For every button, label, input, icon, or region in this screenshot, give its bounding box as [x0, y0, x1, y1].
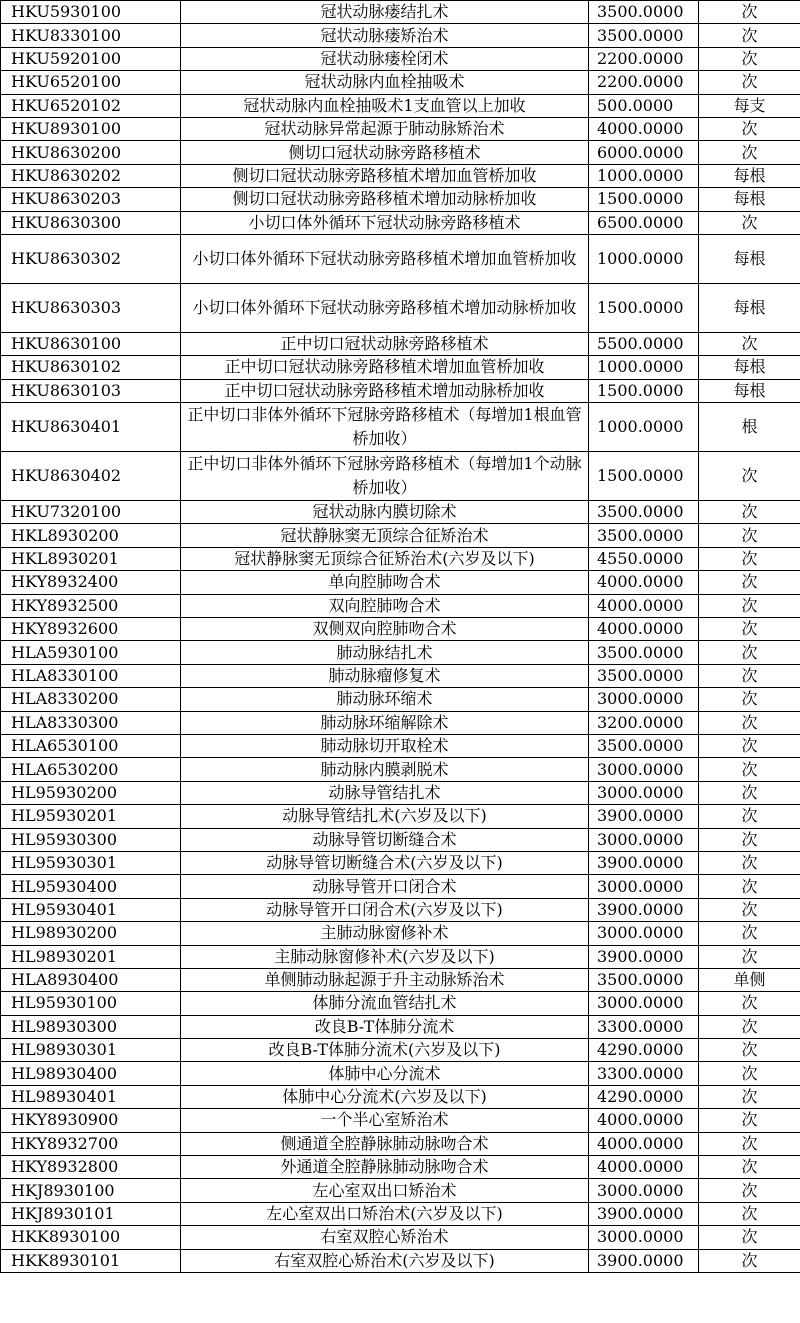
item-code: HL98930301	[1, 1039, 181, 1062]
item-unit: 次	[699, 1226, 800, 1249]
item-unit: 次	[699, 1085, 800, 1108]
item-code: HKL8930201	[1, 547, 181, 570]
item-name: 正中切口非体外循环下冠脉旁路移植术（每增加1个动脉桥加收）	[181, 452, 589, 501]
item-name: 单侧肺动脉起源于升主动脉矫治术	[181, 968, 589, 991]
item-name: 侧切口冠状动脉旁路移植术增加动脉桥加收	[181, 188, 589, 211]
item-code: HKU8630300	[1, 211, 181, 234]
item-code: HL95930200	[1, 781, 181, 804]
table-row	[1, 711, 800, 734]
item-price: 1500.0000	[589, 379, 699, 402]
table-row	[1, 1226, 800, 1249]
item-code: HKU8630202	[1, 164, 181, 187]
item-unit: 次	[699, 1039, 800, 1062]
item-unit: 次	[699, 734, 800, 757]
item-unit: 每根	[699, 283, 800, 332]
item-code: HL98930201	[1, 945, 181, 968]
item-unit: 次	[699, 618, 800, 641]
item-name: 动脉导管切断缝合术	[181, 828, 589, 851]
table-row	[1, 688, 800, 711]
item-price: 3000.0000	[589, 1179, 699, 1202]
item-unit: 次	[699, 922, 800, 945]
item-unit: 次	[699, 641, 800, 664]
table-row	[1, 501, 800, 524]
table-row	[1, 141, 800, 164]
item-name: 侧通道全腔静脉肺动脉吻合术	[181, 1132, 589, 1155]
item-name: 冠状动脉内血栓抽吸术1支血管以上加收	[181, 94, 589, 117]
item-price: 3900.0000	[589, 1202, 699, 1225]
item-name: 左心室双出口矫治术	[181, 1179, 589, 1202]
table-row	[1, 781, 800, 804]
item-unit: 次	[699, 1, 800, 24]
item-price: 3900.0000	[589, 851, 699, 874]
item-price: 3900.0000	[589, 898, 699, 921]
item-unit: 次	[699, 1015, 800, 1038]
item-price: 1000.0000	[589, 403, 699, 452]
item-price: 1500.0000	[589, 283, 699, 332]
item-name: 体肺中心分流术(六岁及以下)	[181, 1085, 589, 1108]
table-row	[1, 524, 800, 547]
item-code: HL98930200	[1, 922, 181, 945]
item-name: 肺动脉瘤修复术	[181, 664, 589, 687]
item-name: 主肺动脉窗修补术(六岁及以下)	[181, 945, 589, 968]
item-code: HLA5930100	[1, 641, 181, 664]
item-name: 冠状动脉内血栓抽吸术	[181, 71, 589, 94]
table-row	[1, 1085, 800, 1108]
item-price: 4290.0000	[589, 1085, 699, 1108]
item-unit: 次	[699, 1249, 800, 1272]
item-price: 4000.0000	[589, 1156, 699, 1179]
item-code: HKY8932500	[1, 594, 181, 617]
table-row	[1, 117, 800, 140]
table-row	[1, 1039, 800, 1062]
item-name: 侧切口冠状动脉旁路移植术增加血管桥加收	[181, 164, 589, 187]
item-price: 5500.0000	[589, 332, 699, 355]
item-price: 4000.0000	[589, 571, 699, 594]
table-row	[1, 945, 800, 968]
item-unit: 次	[699, 781, 800, 804]
table-row	[1, 618, 800, 641]
item-price: 3000.0000	[589, 688, 699, 711]
item-code: HL98930400	[1, 1062, 181, 1085]
table-row	[1, 734, 800, 757]
item-price: 6000.0000	[589, 141, 699, 164]
table-row	[1, 71, 800, 94]
item-code: HKJ8930100	[1, 1179, 181, 1202]
table-row	[1, 379, 800, 402]
item-unit: 次	[699, 875, 800, 898]
item-price: 3300.0000	[589, 1062, 699, 1085]
item-unit: 次	[699, 211, 800, 234]
item-name: 单向腔肺吻合术	[181, 571, 589, 594]
item-unit: 每根	[699, 234, 800, 283]
table-row	[1, 1179, 800, 1202]
item-code: HKU8630303	[1, 283, 181, 332]
table-row	[1, 641, 800, 664]
item-unit: 单侧	[699, 968, 800, 991]
item-code: HLA8330200	[1, 688, 181, 711]
item-price: 3200.0000	[589, 711, 699, 734]
item-unit: 次	[699, 688, 800, 711]
table-row	[1, 968, 800, 991]
item-name: 冠状动脉瘘结扎术	[181, 1, 589, 24]
item-code: HKY8930900	[1, 1109, 181, 1132]
item-code: HL95930301	[1, 851, 181, 874]
item-price: 1500.0000	[589, 452, 699, 501]
item-code: HLA8330100	[1, 664, 181, 687]
item-name: 正中切口冠状动脉旁路移植术	[181, 332, 589, 355]
item-unit: 次	[699, 71, 800, 94]
table-row	[1, 1202, 800, 1225]
item-code: HKU8630103	[1, 379, 181, 402]
item-name: 正中切口非体外循环下冠脉旁路移植术（每增加1根血管桥加收）	[181, 403, 589, 452]
item-price: 4000.0000	[589, 618, 699, 641]
item-code: HKU8930100	[1, 117, 181, 140]
item-code: HKU8630402	[1, 452, 181, 501]
item-unit: 次	[699, 1179, 800, 1202]
item-code: HKU8630203	[1, 188, 181, 211]
item-unit: 次	[699, 758, 800, 781]
item-price: 2200.0000	[589, 47, 699, 70]
item-unit: 每根	[699, 188, 800, 211]
item-unit: 次	[699, 898, 800, 921]
item-unit: 次	[699, 547, 800, 570]
item-name: 冠状动脉瘘矫治术	[181, 24, 589, 47]
item-price: 3000.0000	[589, 1226, 699, 1249]
item-name: 右室双腔心矫治术	[181, 1226, 589, 1249]
item-unit: 次	[699, 1132, 800, 1155]
table-row	[1, 47, 800, 70]
item-code: HL95930201	[1, 805, 181, 828]
item-price: 3500.0000	[589, 968, 699, 991]
item-code: HKU5920100	[1, 47, 181, 70]
item-name: 侧切口冠状动脉旁路移植术	[181, 141, 589, 164]
item-code: HL98930401	[1, 1085, 181, 1108]
table-row	[1, 164, 800, 187]
item-code: HL95930300	[1, 828, 181, 851]
item-price: 3500.0000	[589, 524, 699, 547]
item-name: 主肺动脉窗修补术	[181, 922, 589, 945]
item-unit: 次	[699, 501, 800, 524]
item-code: HKK8930101	[1, 1249, 181, 1272]
table-row	[1, 1109, 800, 1132]
item-name: 肺动脉环缩术	[181, 688, 589, 711]
item-name: 双侧双向腔肺吻合术	[181, 618, 589, 641]
item-code: HKU8630100	[1, 332, 181, 355]
table-row	[1, 922, 800, 945]
item-name: 一个半心室矫治术	[181, 1109, 589, 1132]
price-table-body	[1, 1, 800, 1273]
item-name: 冠状静脉窦无顶综合征矫治术	[181, 524, 589, 547]
table-row	[1, 188, 800, 211]
item-name: 动脉导管结扎术(六岁及以下)	[181, 805, 589, 828]
table-row	[1, 356, 800, 379]
item-unit: 次	[699, 992, 800, 1015]
item-unit: 次	[699, 47, 800, 70]
item-code: HL95930401	[1, 898, 181, 921]
item-price: 3000.0000	[589, 922, 699, 945]
item-price: 3000.0000	[589, 781, 699, 804]
item-code: HKY8932600	[1, 618, 181, 641]
item-name: 外通道全腔静脉肺动脉吻合术	[181, 1156, 589, 1179]
item-name: 改良B-T体肺分流术	[181, 1015, 589, 1038]
table-row	[1, 758, 800, 781]
table-row	[1, 1249, 800, 1272]
item-code: HKU8630102	[1, 356, 181, 379]
table-row	[1, 403, 800, 452]
item-code: HL95930400	[1, 875, 181, 898]
item-name: 动脉导管开口闭合术	[181, 875, 589, 898]
table-row	[1, 547, 800, 570]
item-name: 动脉导管开口闭合术(六岁及以下)	[181, 898, 589, 921]
item-code: HKU8330100	[1, 24, 181, 47]
item-price: 1000.0000	[589, 234, 699, 283]
item-name: 双向腔肺吻合术	[181, 594, 589, 617]
item-price: 3000.0000	[589, 828, 699, 851]
table-row	[1, 992, 800, 1015]
table-row	[1, 571, 800, 594]
item-code: HKK8930100	[1, 1226, 181, 1249]
item-code: HKY8932700	[1, 1132, 181, 1155]
table-row	[1, 452, 800, 501]
item-price: 1000.0000	[589, 164, 699, 187]
item-unit: 次	[699, 945, 800, 968]
item-name: 正中切口冠状动脉旁路移植术增加动脉桥加收	[181, 379, 589, 402]
table-row	[1, 211, 800, 234]
item-price: 2200.0000	[589, 71, 699, 94]
item-price: 4550.0000	[589, 547, 699, 570]
table-row	[1, 1, 800, 24]
item-name: 体肺分流血管结扎术	[181, 992, 589, 1015]
item-code: HKY8932400	[1, 571, 181, 594]
item-name: 冠状动脉异常起源于肺动脉矫治术	[181, 117, 589, 140]
item-price: 4000.0000	[589, 594, 699, 617]
item-name: 正中切口冠状动脉旁路移植术增加血管桥加收	[181, 356, 589, 379]
item-price: 4000.0000	[589, 117, 699, 140]
item-price: 3500.0000	[589, 641, 699, 664]
item-unit: 次	[699, 452, 800, 501]
item-name: 小切口体外循环下冠状动脉旁路移植术增加血管桥加收	[181, 234, 589, 283]
item-unit: 每根	[699, 379, 800, 402]
item-price: 500.0000	[589, 94, 699, 117]
table-row	[1, 664, 800, 687]
item-code: HL95930100	[1, 992, 181, 1015]
table-row	[1, 805, 800, 828]
item-name: 肺动脉结扎术	[181, 641, 589, 664]
item-code: HLA8330300	[1, 711, 181, 734]
item-code: HL98930300	[1, 1015, 181, 1038]
item-unit: 次	[699, 141, 800, 164]
item-price: 3000.0000	[589, 875, 699, 898]
item-price: 3000.0000	[589, 758, 699, 781]
item-price: 1500.0000	[589, 188, 699, 211]
item-unit: 次	[699, 711, 800, 734]
table-row	[1, 828, 800, 851]
item-name: 肺动脉环缩解除术	[181, 711, 589, 734]
item-name: 动脉导管结扎术	[181, 781, 589, 804]
item-code: HLA6530200	[1, 758, 181, 781]
item-unit: 次	[699, 1062, 800, 1085]
item-unit: 次	[699, 828, 800, 851]
item-code: HKY8932800	[1, 1156, 181, 1179]
item-unit: 次	[699, 117, 800, 140]
item-code: HLA6530100	[1, 734, 181, 757]
item-price: 4000.0000	[589, 1132, 699, 1155]
item-unit: 次	[699, 24, 800, 47]
item-name: 小切口体外循环下冠状动脉旁路移植术	[181, 211, 589, 234]
item-name: 肺动脉切开取栓术	[181, 734, 589, 757]
item-price: 3900.0000	[589, 805, 699, 828]
table-row	[1, 1015, 800, 1038]
table-row	[1, 898, 800, 921]
item-code: HKL8930200	[1, 524, 181, 547]
item-unit: 次	[699, 332, 800, 355]
item-unit: 次	[699, 1156, 800, 1179]
table-row	[1, 875, 800, 898]
table-row	[1, 24, 800, 47]
item-name: 肺动脉内膜剥脱术	[181, 758, 589, 781]
item-unit: 每根	[699, 164, 800, 187]
item-name: 冠状动脉内膜切除术	[181, 501, 589, 524]
item-price: 3500.0000	[589, 734, 699, 757]
table-row	[1, 283, 800, 332]
item-name: 小切口体外循环下冠状动脉旁路移植术增加动脉桥加收	[181, 283, 589, 332]
item-unit: 次	[699, 805, 800, 828]
item-unit: 根	[699, 403, 800, 452]
item-unit: 每根	[699, 356, 800, 379]
table-row	[1, 594, 800, 617]
item-code: HKU6520100	[1, 71, 181, 94]
item-price: 3500.0000	[589, 24, 699, 47]
table-row	[1, 1132, 800, 1155]
item-code: HKJ8930101	[1, 1202, 181, 1225]
item-price: 4000.0000	[589, 1109, 699, 1132]
item-price: 3000.0000	[589, 992, 699, 1015]
item-unit: 次	[699, 524, 800, 547]
table-row	[1, 1156, 800, 1179]
item-name: 冠状静脉窦无顶综合征矫治术(六岁及以下)	[181, 547, 589, 570]
table-row	[1, 94, 800, 117]
item-unit: 次	[699, 851, 800, 874]
item-name: 动脉导管切断缝合术(六岁及以下)	[181, 851, 589, 874]
item-price: 3500.0000	[589, 1, 699, 24]
item-code: HLA8930400	[1, 968, 181, 991]
item-code: HKU8630302	[1, 234, 181, 283]
item-unit: 次	[699, 1202, 800, 1225]
table-row	[1, 234, 800, 283]
item-name: 改良B-T体肺分流术(六岁及以下)	[181, 1039, 589, 1062]
item-name: 右室双腔心矫治术(六岁及以下)	[181, 1249, 589, 1272]
table-row	[1, 1062, 800, 1085]
table-row	[1, 851, 800, 874]
item-name: 体肺中心分流术	[181, 1062, 589, 1085]
table-row	[1, 332, 800, 355]
item-unit: 次	[699, 664, 800, 687]
item-price: 3900.0000	[589, 1249, 699, 1272]
item-price: 1000.0000	[589, 356, 699, 379]
item-code: HKU5930100	[1, 1, 181, 24]
item-code: HKU8630200	[1, 141, 181, 164]
item-price: 6500.0000	[589, 211, 699, 234]
item-unit: 次	[699, 571, 800, 594]
item-price: 4290.0000	[589, 1039, 699, 1062]
item-price: 3300.0000	[589, 1015, 699, 1038]
item-code: HKU8630401	[1, 403, 181, 452]
item-code: HKU6520102	[1, 94, 181, 117]
item-unit: 次	[699, 1109, 800, 1132]
item-code: HKU7320100	[1, 501, 181, 524]
item-price: 3900.0000	[589, 945, 699, 968]
item-price: 3500.0000	[589, 664, 699, 687]
item-unit: 每支	[699, 94, 800, 117]
item-name: 冠状动脉瘘栓闭术	[181, 47, 589, 70]
item-price: 3500.0000	[589, 501, 699, 524]
item-name: 左心室双出口矫治术(六岁及以下)	[181, 1202, 589, 1225]
item-unit: 次	[699, 594, 800, 617]
